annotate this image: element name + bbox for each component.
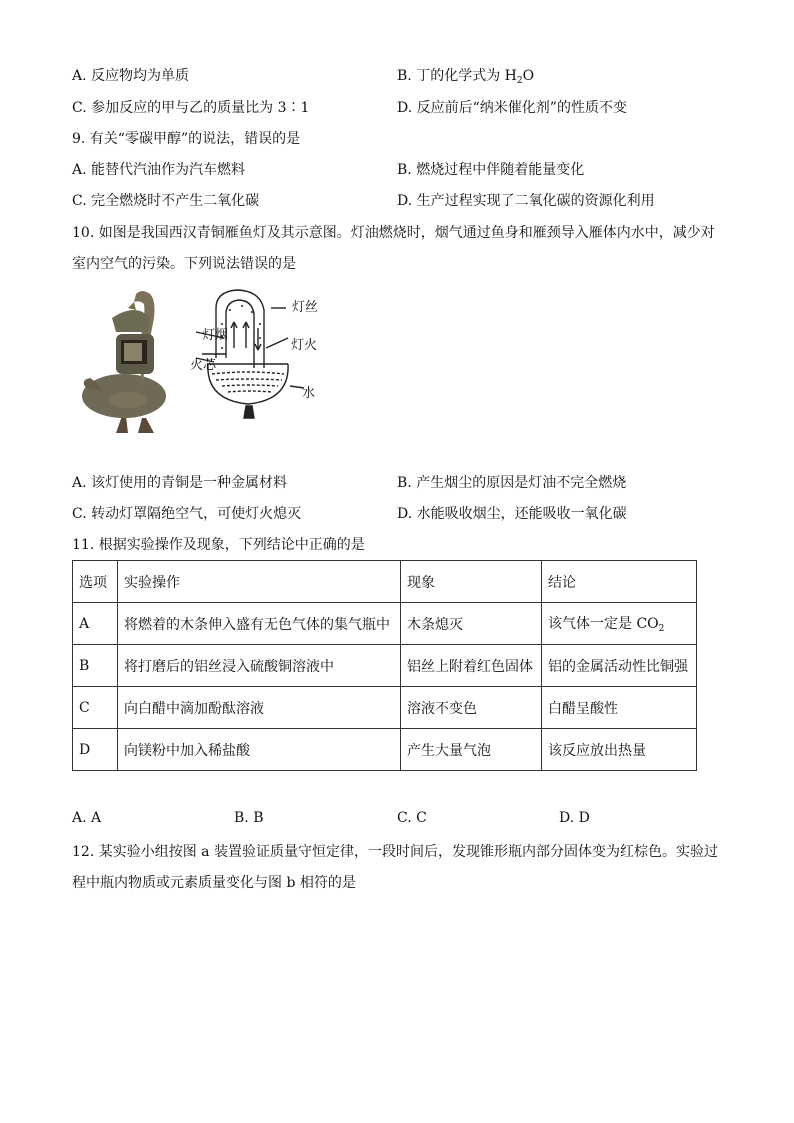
q9-option-b: B. 燃烧过程中伴随着能量变化 bbox=[397, 162, 585, 178]
row-b-phenomenon: 铝丝上附着红色固体 bbox=[401, 645, 542, 687]
header-phenomenon: 现象 bbox=[401, 561, 542, 603]
q11-option-d: D. D bbox=[559, 810, 590, 826]
header-operation: 实验操作 bbox=[118, 561, 401, 603]
q12-stem-line1: 12. 某实验小组按图 a 装置验证质量守恒定律，一段时间后，发现锥形瓶内部分固体变为红棕色。实验过 bbox=[72, 844, 718, 860]
row-c-phenomenon: 溶液不变色 bbox=[401, 687, 542, 729]
q10-option-d: D. 水能吸收烟尘，还能吸收一氧化碳 bbox=[397, 506, 627, 522]
q11-option-a: A. A bbox=[72, 810, 102, 826]
row-b-option: B bbox=[73, 645, 118, 687]
label-fire: 灯火 bbox=[291, 338, 318, 353]
table-row bbox=[73, 645, 697, 687]
q9-option-d: D. 生产过程实现了二氧化碳的资源化利用 bbox=[397, 193, 655, 209]
q10-option-c: C. 转动灯罩隔绝空气，可使灯火熄灭 bbox=[72, 506, 302, 522]
table-row bbox=[73, 729, 697, 771]
label-smoke: 灯烟 bbox=[202, 328, 229, 343]
label-wick: 火芯 bbox=[190, 358, 217, 373]
label-filament: 灯丝 bbox=[292, 300, 319, 315]
row-c-conclusion: 白醋呈酸性 bbox=[542, 687, 697, 729]
q8-option-d: D. 反应前后“纳米催化剂”的性质不变 bbox=[397, 100, 627, 116]
q9-stem: 9. 有关“零碳甲醇”的说法，错误的是 bbox=[72, 131, 301, 147]
row-b-operation: 将打磨后的铝丝浸入硫酸铜溶液中 bbox=[118, 645, 401, 687]
q9-option-a: A. 能替代汽油作为汽车燃料 bbox=[72, 162, 246, 178]
row-a-conclusion bbox=[542, 603, 697, 645]
q11-stem: 11. 根据实验操作及现象，下列结论中正确的是 bbox=[72, 537, 365, 553]
row-b-conclusion: 铝的金属活动性比铜强 bbox=[542, 645, 697, 687]
q11-experiment-table bbox=[72, 560, 697, 771]
table-header-row bbox=[73, 561, 697, 603]
label-water: 水 bbox=[302, 386, 316, 401]
q8-option-b-text-end: O bbox=[522, 68, 535, 84]
q8-option-a: A. 反应物均为单质 bbox=[72, 68, 190, 84]
q11-option-c: C. C bbox=[397, 810, 427, 826]
row-a-operation: 将燃着的木条伸入盛有无色气体的集气瓶中 bbox=[118, 603, 401, 645]
q12-stem-line2: 程中瓶内物质或元素质量变化与图 b 相符的是 bbox=[72, 875, 356, 891]
row-a-option: A bbox=[73, 603, 118, 645]
q9-option-c: C. 完全燃烧时不产生二氧化碳 bbox=[72, 193, 260, 209]
row-a-conclusion-text: 该气体一定是 CO bbox=[548, 616, 659, 632]
row-a-conclusion-subscript: 2 bbox=[658, 624, 665, 634]
q8-option-b-text: B. 丁的化学式为 H bbox=[397, 68, 517, 84]
row-c-operation: 向白醋中滴加酚酞溶液 bbox=[118, 687, 401, 729]
row-d-phenomenon: 产生大量气泡 bbox=[401, 729, 542, 771]
q10-stem-line2: 室内空气的污染。下列说法错误的是 bbox=[72, 256, 296, 272]
table-row bbox=[73, 603, 697, 645]
row-c-option: C bbox=[73, 687, 118, 729]
q8-option-b bbox=[397, 66, 534, 91]
q10-option-b: B. 产生烟尘的原因是灯油不完全燃烧 bbox=[397, 475, 627, 491]
q8-option-b-subscript: 2 bbox=[516, 76, 523, 86]
q10-lamp-figure bbox=[76, 288, 346, 438]
row-d-option: D bbox=[73, 729, 118, 771]
bronze-lamp-photo bbox=[82, 291, 166, 433]
q10-stem-line1: 10. 如图是我国西汉青铜雁鱼灯及其示意图。灯油燃烧时，烟气通过鱼身和雁颈导入雁体内水中，减少对 bbox=[72, 225, 715, 241]
q11-option-b: B. B bbox=[234, 810, 264, 826]
row-d-operation: 向镁粉中加入稀盐酸 bbox=[118, 729, 401, 771]
q10-option-a: A. 该灯使用的青铜是一种金属材料 bbox=[72, 475, 288, 491]
header-conclusion: 结论 bbox=[542, 561, 697, 603]
q11-options bbox=[72, 810, 732, 830]
row-a-phenomenon: 木条熄灭 bbox=[401, 603, 542, 645]
q8-option-c: C. 参加反应的甲与乙的质量比为 3∶1 bbox=[72, 100, 310, 116]
header-option: 选项 bbox=[73, 561, 118, 603]
row-d-conclusion: 该反应放出热量 bbox=[542, 729, 697, 771]
table-row bbox=[73, 687, 697, 729]
